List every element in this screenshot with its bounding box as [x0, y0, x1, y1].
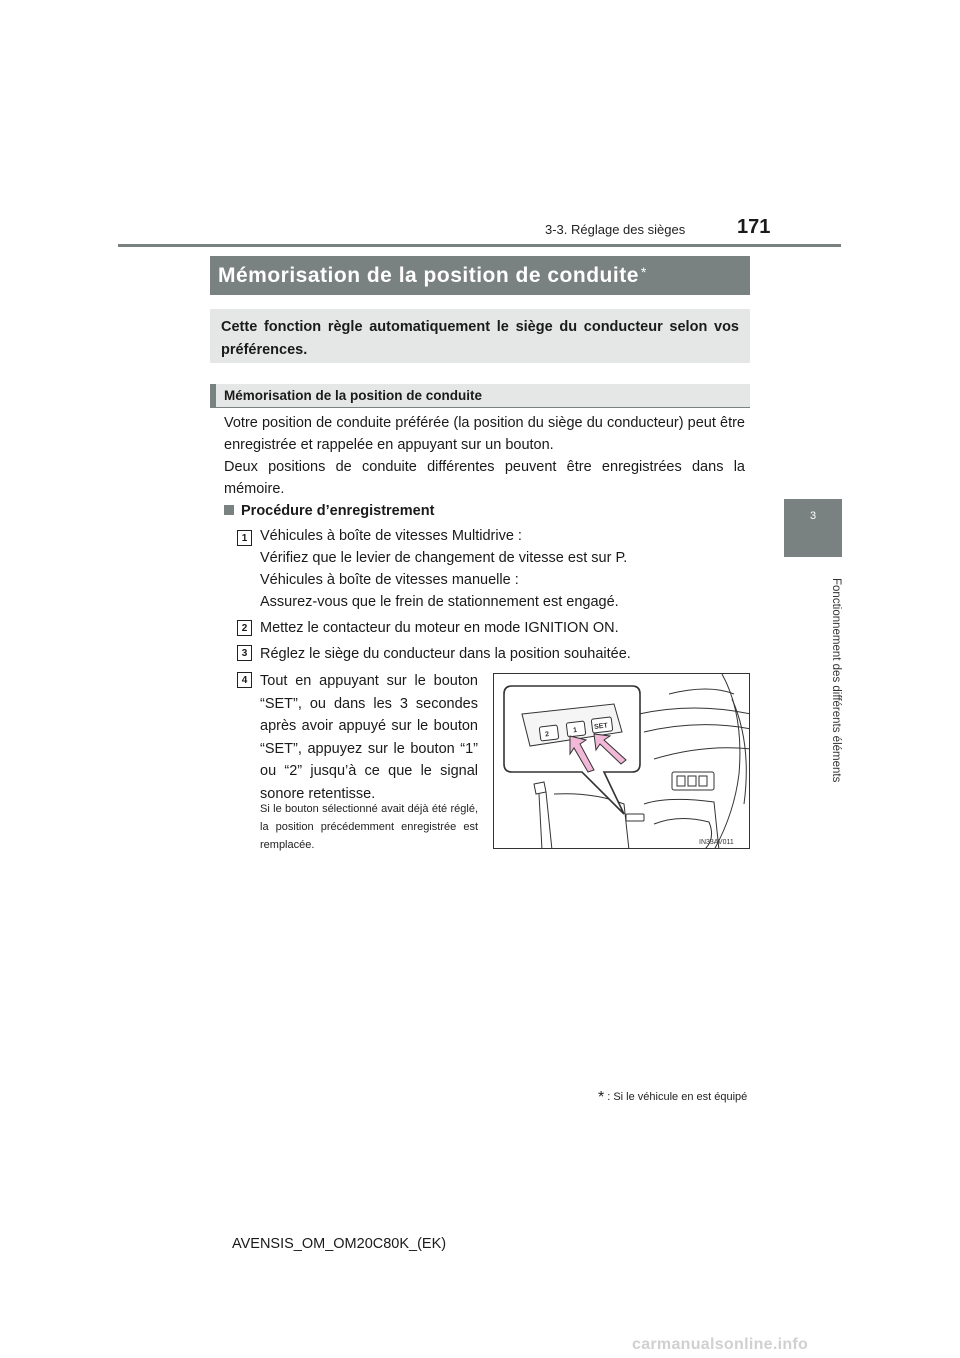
button-1-label: 1	[572, 726, 578, 735]
footnote	[598, 1087, 747, 1105]
seat-belt-strap-1	[539, 794, 542, 849]
chapter-tab-number: 3	[809, 510, 817, 522]
door-edge-2	[732, 699, 746, 804]
paragraph-2: Deux positions de conduite différentes peuvent être enregistrées dans la mémoire.	[224, 459, 745, 497]
chapter-tab	[784, 499, 842, 557]
memory-switch-location	[626, 814, 644, 821]
seat-memory-illustration	[493, 673, 750, 849]
step-1-line-4: Assurez-vous que le frein de stationnement est engagé.	[260, 594, 619, 610]
door-line-1	[639, 708, 750, 714]
header-rule	[118, 244, 841, 247]
button-2-label: 2	[544, 731, 550, 739]
window-switch-2	[688, 776, 696, 786]
step-number-1: 1	[237, 530, 252, 546]
footnote-marker: *	[598, 1089, 605, 1106]
step-4-text: Tout en appuyant sur le bouton “SET”, ou dans les 3 secondes après avoir appuyé sur le bouton “SET”, appuyez sur le bouton “1” ou “2” jusqu’à ce que le signal sonore retentisse.	[260, 673, 478, 802]
page-title-text: Mémorisation de la position de conduite	[218, 263, 639, 287]
paragraph-1: Votre position de conduite préférée (la position du siège du conducteur) peut être enregistrée et rappelée en appuyant sur un bouton.	[224, 415, 745, 453]
intro-box: Cette fonction règle automatiquement le siège du conducteur selon vos préférences.	[210, 309, 750, 363]
chapter-caption	[784, 565, 842, 795]
square-bullet-icon	[224, 505, 234, 515]
watermark: carmanualsonline.info	[632, 1336, 809, 1353]
section-reference: 3-3. Réglage des sièges	[545, 222, 686, 237]
step-4-note: Si le bouton sélectionné avait déjà été réglé, la position précédemment enregistrée est remplacée.	[260, 803, 478, 851]
seat-belt-strap-2	[546, 792, 552, 849]
step-1-text	[260, 525, 627, 613]
step-number-2: 2	[237, 620, 252, 636]
step-1-line-3: Véhicules à boîte de vitesses manuelle :	[260, 572, 519, 588]
footer-doc-ref: AVENSIS_OM_OM20C80K_(EK)	[232, 1236, 447, 1252]
step-1-line-2: Vérifiez que le levier de changement de vitesse est sur P.	[260, 550, 628, 566]
page-title	[210, 256, 750, 295]
door-line-4	[669, 689, 734, 694]
page-number: 171	[737, 216, 771, 238]
window-switch-3	[699, 776, 707, 786]
door-line-3	[654, 748, 750, 759]
title-footnote-marker: *	[640, 263, 647, 280]
procedure-heading-text: Procédure d’enregistrement	[241, 503, 435, 519]
seat-belt-buckle	[534, 782, 546, 794]
step-1-line-1: Véhicules à boîte de vitesses Multidrive :	[260, 528, 522, 544]
step-number-3: 3	[237, 645, 252, 661]
illustration-drawing	[494, 674, 750, 849]
step-number-4: 4	[237, 672, 252, 688]
procedure-heading	[224, 503, 434, 519]
footnote-text: : Si le véhicule en est équipé	[607, 1091, 748, 1103]
memory-button-2-icon	[539, 725, 559, 741]
step-3-text: Réglez le siège du conducteur dans la position souhaitée.	[260, 646, 631, 662]
door-line-2	[644, 725, 750, 732]
chapter-caption-text: Fonctionnement des différents éléments	[830, 577, 842, 783]
window-switch-panel	[672, 772, 714, 790]
figure-code: IN33AV011	[699, 839, 734, 846]
button-set-label: SET	[593, 722, 609, 731]
step-2-text: Mettez le contacteur du moteur en mode IGNITION ON.	[260, 620, 619, 636]
window-switch-1	[677, 776, 685, 786]
subheading: Mémorisation de la position de conduite	[210, 384, 750, 408]
door-edge	[714, 674, 740, 849]
